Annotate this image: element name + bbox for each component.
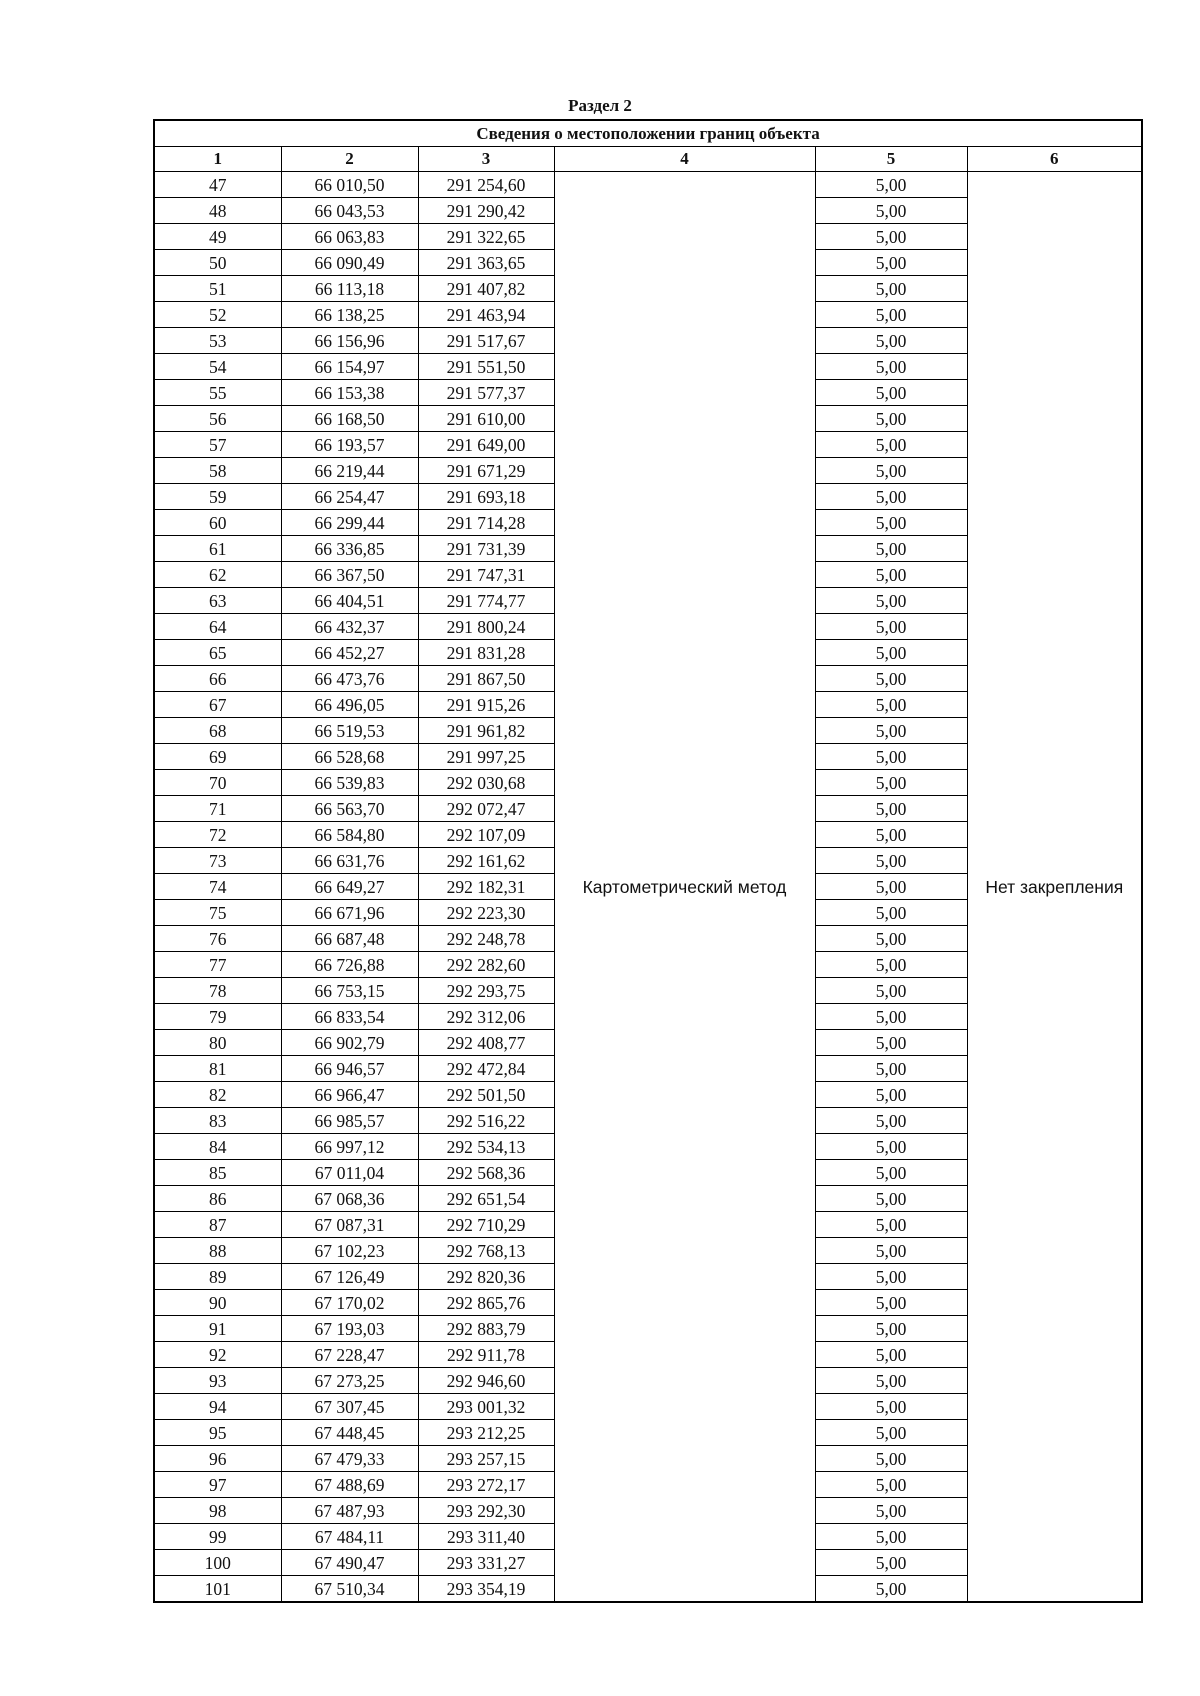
point-number-cell: 94 xyxy=(154,1394,281,1420)
point-number-cell: 92 xyxy=(154,1342,281,1368)
point-number-cell: 75 xyxy=(154,900,281,926)
point-number-cell: 77 xyxy=(154,952,281,978)
point-number-cell: 74 xyxy=(154,874,281,900)
point-number-cell: 73 xyxy=(154,848,281,874)
point-number-cell: 58 xyxy=(154,458,281,484)
x-coordinate-cell: 67 490,47 xyxy=(281,1550,418,1576)
x-coordinate-cell: 66 528,68 xyxy=(281,744,418,770)
y-coordinate-cell: 293 001,32 xyxy=(418,1394,554,1420)
point-number-cell: 50 xyxy=(154,250,281,276)
point-number-cell: 89 xyxy=(154,1264,281,1290)
x-coordinate-cell: 66 156,96 xyxy=(281,328,418,354)
y-coordinate-cell: 291 551,50 xyxy=(418,354,554,380)
x-coordinate-cell: 66 219,44 xyxy=(281,458,418,484)
point-number-cell: 56 xyxy=(154,406,281,432)
accuracy-cell: 5,00 xyxy=(815,1420,967,1446)
x-coordinate-cell: 66 519,53 xyxy=(281,718,418,744)
accuracy-cell: 5,00 xyxy=(815,250,967,276)
accuracy-cell: 5,00 xyxy=(815,692,967,718)
x-coordinate-cell: 66 193,57 xyxy=(281,432,418,458)
x-coordinate-cell: 66 833,54 xyxy=(281,1004,418,1030)
point-number-cell: 57 xyxy=(154,432,281,458)
point-number-cell: 69 xyxy=(154,744,281,770)
point-number-cell: 66 xyxy=(154,666,281,692)
accuracy-cell: 5,00 xyxy=(815,744,967,770)
accuracy-cell: 5,00 xyxy=(815,276,967,302)
y-coordinate-cell: 292 946,60 xyxy=(418,1368,554,1394)
point-number-cell: 85 xyxy=(154,1160,281,1186)
y-coordinate-cell: 293 292,30 xyxy=(418,1498,554,1524)
y-coordinate-cell: 291 649,00 xyxy=(418,432,554,458)
point-number-cell: 47 xyxy=(154,172,281,198)
y-coordinate-cell: 291 731,39 xyxy=(418,536,554,562)
x-coordinate-cell: 67 479,33 xyxy=(281,1446,418,1472)
x-coordinate-cell: 66 966,47 xyxy=(281,1082,418,1108)
point-number-cell: 95 xyxy=(154,1420,281,1446)
point-number-cell: 65 xyxy=(154,640,281,666)
y-coordinate-cell: 292 248,78 xyxy=(418,926,554,952)
x-coordinate-cell: 66 649,27 xyxy=(281,874,418,900)
y-coordinate-cell: 291 363,65 xyxy=(418,250,554,276)
x-coordinate-cell: 66 138,25 xyxy=(281,302,418,328)
point-number-cell: 62 xyxy=(154,562,281,588)
y-coordinate-cell: 293 257,15 xyxy=(418,1446,554,1472)
y-coordinate-cell: 291 961,82 xyxy=(418,718,554,744)
y-coordinate-cell: 292 182,31 xyxy=(418,874,554,900)
x-coordinate-cell: 67 193,03 xyxy=(281,1316,418,1342)
x-coordinate-cell: 67 273,25 xyxy=(281,1368,418,1394)
accuracy-cell: 5,00 xyxy=(815,302,967,328)
accuracy-cell: 5,00 xyxy=(815,328,967,354)
x-coordinate-cell: 66 496,05 xyxy=(281,692,418,718)
y-coordinate-cell: 291 997,25 xyxy=(418,744,554,770)
accuracy-cell: 5,00 xyxy=(815,1108,967,1134)
y-coordinate-cell: 291 322,65 xyxy=(418,224,554,250)
column-header-row xyxy=(154,147,1142,172)
x-coordinate-cell: 67 448,45 xyxy=(281,1420,418,1446)
y-coordinate-cell: 291 254,60 xyxy=(418,172,554,198)
column-header: 6 xyxy=(967,147,1142,172)
x-coordinate-cell: 66 154,97 xyxy=(281,354,418,380)
boundary-coordinates-table xyxy=(153,119,1143,1603)
point-number-cell: 60 xyxy=(154,510,281,536)
y-coordinate-cell: 291 463,94 xyxy=(418,302,554,328)
x-coordinate-cell: 66 726,88 xyxy=(281,952,418,978)
accuracy-cell: 5,00 xyxy=(815,614,967,640)
accuracy-cell: 5,00 xyxy=(815,1498,967,1524)
accuracy-cell: 5,00 xyxy=(815,770,967,796)
accuracy-cell: 5,00 xyxy=(815,1160,967,1186)
x-coordinate-cell: 66 336,85 xyxy=(281,536,418,562)
y-coordinate-cell: 292 820,36 xyxy=(418,1264,554,1290)
x-coordinate-cell: 66 043,53 xyxy=(281,198,418,224)
y-coordinate-cell: 292 911,78 xyxy=(418,1342,554,1368)
y-coordinate-cell: 291 747,31 xyxy=(418,562,554,588)
point-number-cell: 99 xyxy=(154,1524,281,1550)
point-number-cell: 91 xyxy=(154,1316,281,1342)
point-number-cell: 54 xyxy=(154,354,281,380)
point-number-cell: 70 xyxy=(154,770,281,796)
y-coordinate-cell: 291 693,18 xyxy=(418,484,554,510)
point-number-cell: 71 xyxy=(154,796,281,822)
y-coordinate-cell: 292 534,13 xyxy=(418,1134,554,1160)
x-coordinate-cell: 67 170,02 xyxy=(281,1290,418,1316)
accuracy-cell: 5,00 xyxy=(815,1394,967,1420)
accuracy-cell: 5,00 xyxy=(815,900,967,926)
point-number-cell: 82 xyxy=(154,1082,281,1108)
x-coordinate-cell: 66 473,76 xyxy=(281,666,418,692)
y-coordinate-cell: 291 407,82 xyxy=(418,276,554,302)
accuracy-cell: 5,00 xyxy=(815,1056,967,1082)
y-coordinate-cell: 292 030,68 xyxy=(418,770,554,796)
y-coordinate-cell: 291 774,77 xyxy=(418,588,554,614)
y-coordinate-cell: 291 867,50 xyxy=(418,666,554,692)
point-number-cell: 93 xyxy=(154,1368,281,1394)
point-number-cell: 90 xyxy=(154,1290,281,1316)
point-number-cell: 63 xyxy=(154,588,281,614)
x-coordinate-cell: 66 753,15 xyxy=(281,978,418,1004)
point-number-cell: 88 xyxy=(154,1238,281,1264)
accuracy-cell: 5,00 xyxy=(815,1524,967,1550)
point-number-cell: 67 xyxy=(154,692,281,718)
accuracy-cell: 5,00 xyxy=(815,172,967,198)
accuracy-cell: 5,00 xyxy=(815,1550,967,1576)
y-coordinate-cell: 292 072,47 xyxy=(418,796,554,822)
x-coordinate-cell: 66 584,80 xyxy=(281,822,418,848)
x-coordinate-cell: 66 687,48 xyxy=(281,926,418,952)
accuracy-cell: 5,00 xyxy=(815,1082,967,1108)
point-number-cell: 51 xyxy=(154,276,281,302)
point-number-cell: 49 xyxy=(154,224,281,250)
x-coordinate-cell: 67 102,23 xyxy=(281,1238,418,1264)
accuracy-cell: 5,00 xyxy=(815,640,967,666)
accuracy-cell: 5,00 xyxy=(815,1316,967,1342)
column-header: 3 xyxy=(418,147,554,172)
point-number-cell: 48 xyxy=(154,198,281,224)
x-coordinate-cell: 67 068,36 xyxy=(281,1186,418,1212)
accuracy-cell: 5,00 xyxy=(815,874,967,900)
accuracy-cell: 5,00 xyxy=(815,432,967,458)
point-number-cell: 86 xyxy=(154,1186,281,1212)
y-coordinate-cell: 292 107,09 xyxy=(418,822,554,848)
x-coordinate-cell: 66 299,44 xyxy=(281,510,418,536)
x-coordinate-cell: 66 997,12 xyxy=(281,1134,418,1160)
y-coordinate-cell: 292 223,30 xyxy=(418,900,554,926)
x-coordinate-cell: 66 946,57 xyxy=(281,1056,418,1082)
y-coordinate-cell: 291 831,28 xyxy=(418,640,554,666)
column-header: 1 xyxy=(154,147,281,172)
accuracy-cell: 5,00 xyxy=(815,510,967,536)
accuracy-cell: 5,00 xyxy=(815,562,967,588)
point-number-cell: 55 xyxy=(154,380,281,406)
point-number-cell: 64 xyxy=(154,614,281,640)
method-cell: Картометрический метод xyxy=(554,172,815,1603)
accuracy-cell: 5,00 xyxy=(815,796,967,822)
y-coordinate-cell: 292 161,62 xyxy=(418,848,554,874)
accuracy-cell: 5,00 xyxy=(815,1368,967,1394)
column-header: 4 xyxy=(554,147,815,172)
accuracy-cell: 5,00 xyxy=(815,848,967,874)
y-coordinate-cell: 292 768,13 xyxy=(418,1238,554,1264)
y-coordinate-cell: 291 800,24 xyxy=(418,614,554,640)
accuracy-cell: 5,00 xyxy=(815,484,967,510)
point-number-cell: 87 xyxy=(154,1212,281,1238)
accuracy-cell: 5,00 xyxy=(815,1238,967,1264)
accuracy-cell: 5,00 xyxy=(815,1446,967,1472)
accuracy-cell: 5,00 xyxy=(815,198,967,224)
accuracy-cell: 5,00 xyxy=(815,1264,967,1290)
x-coordinate-cell: 66 010,50 xyxy=(281,172,418,198)
point-number-cell: 59 xyxy=(154,484,281,510)
accuracy-cell: 5,00 xyxy=(815,1576,967,1603)
y-coordinate-cell: 292 293,75 xyxy=(418,978,554,1004)
x-coordinate-cell: 66 168,50 xyxy=(281,406,418,432)
y-coordinate-cell: 292 710,29 xyxy=(418,1212,554,1238)
accuracy-cell: 5,00 xyxy=(815,224,967,250)
accuracy-cell: 5,00 xyxy=(815,1004,967,1030)
x-coordinate-cell: 66 671,96 xyxy=(281,900,418,926)
y-coordinate-cell: 292 472,84 xyxy=(418,1056,554,1082)
accuracy-cell: 5,00 xyxy=(815,1472,967,1498)
accuracy-cell: 5,00 xyxy=(815,718,967,744)
y-coordinate-cell: 292 516,22 xyxy=(418,1108,554,1134)
accuracy-cell: 5,00 xyxy=(815,1290,967,1316)
x-coordinate-cell: 66 539,83 xyxy=(281,770,418,796)
point-number-cell: 96 xyxy=(154,1446,281,1472)
point-number-cell: 79 xyxy=(154,1004,281,1030)
y-coordinate-cell: 292 312,06 xyxy=(418,1004,554,1030)
x-coordinate-cell: 66 090,49 xyxy=(281,250,418,276)
accuracy-cell: 5,00 xyxy=(815,926,967,952)
column-header: 2 xyxy=(281,147,418,172)
point-number-cell: 52 xyxy=(154,302,281,328)
x-coordinate-cell: 67 126,49 xyxy=(281,1264,418,1290)
y-coordinate-cell: 291 671,29 xyxy=(418,458,554,484)
x-coordinate-cell: 66 452,27 xyxy=(281,640,418,666)
accuracy-cell: 5,00 xyxy=(815,380,967,406)
point-number-cell: 61 xyxy=(154,536,281,562)
table-caption: Сведения о местоположении границ объекта xyxy=(154,120,1142,147)
x-coordinate-cell: 66 254,47 xyxy=(281,484,418,510)
accuracy-cell: 5,00 xyxy=(815,1212,967,1238)
fixing-cell: Нет закрепления xyxy=(967,172,1142,1603)
x-coordinate-cell: 67 488,69 xyxy=(281,1472,418,1498)
point-number-cell: 83 xyxy=(154,1108,281,1134)
point-number-cell: 101 xyxy=(154,1576,281,1603)
accuracy-cell: 5,00 xyxy=(815,1134,967,1160)
point-number-cell: 76 xyxy=(154,926,281,952)
accuracy-cell: 5,00 xyxy=(815,1342,967,1368)
y-coordinate-cell: 293 272,17 xyxy=(418,1472,554,1498)
point-number-cell: 72 xyxy=(154,822,281,848)
accuracy-cell: 5,00 xyxy=(815,1186,967,1212)
x-coordinate-cell: 66 985,57 xyxy=(281,1108,418,1134)
point-number-cell: 78 xyxy=(154,978,281,1004)
y-coordinate-cell: 292 865,76 xyxy=(418,1290,554,1316)
x-coordinate-cell: 67 087,31 xyxy=(281,1212,418,1238)
point-number-cell: 84 xyxy=(154,1134,281,1160)
point-number-cell: 80 xyxy=(154,1030,281,1056)
x-coordinate-cell: 67 307,45 xyxy=(281,1394,418,1420)
x-coordinate-cell: 66 432,37 xyxy=(281,614,418,640)
x-coordinate-cell: 66 367,50 xyxy=(281,562,418,588)
accuracy-cell: 5,00 xyxy=(815,952,967,978)
y-coordinate-cell: 292 501,50 xyxy=(418,1082,554,1108)
accuracy-cell: 5,00 xyxy=(815,354,967,380)
y-coordinate-cell: 291 517,67 xyxy=(418,328,554,354)
table-row xyxy=(154,172,1142,198)
y-coordinate-cell: 292 282,60 xyxy=(418,952,554,978)
y-coordinate-cell: 292 408,77 xyxy=(418,1030,554,1056)
y-coordinate-cell: 291 290,42 xyxy=(418,198,554,224)
point-number-cell: 68 xyxy=(154,718,281,744)
point-number-cell: 98 xyxy=(154,1498,281,1524)
x-coordinate-cell: 67 510,34 xyxy=(281,1576,418,1603)
y-coordinate-cell: 293 311,40 xyxy=(418,1524,554,1550)
x-coordinate-cell: 66 063,83 xyxy=(281,224,418,250)
x-coordinate-cell: 66 113,18 xyxy=(281,276,418,302)
y-coordinate-cell: 292 883,79 xyxy=(418,1316,554,1342)
point-number-cell: 100 xyxy=(154,1550,281,1576)
x-coordinate-cell: 66 153,38 xyxy=(281,380,418,406)
x-coordinate-cell: 66 631,76 xyxy=(281,848,418,874)
x-coordinate-cell: 66 902,79 xyxy=(281,1030,418,1056)
accuracy-cell: 5,00 xyxy=(815,666,967,692)
x-coordinate-cell: 66 404,51 xyxy=(281,588,418,614)
x-coordinate-cell: 67 011,04 xyxy=(281,1160,418,1186)
y-coordinate-cell: 292 568,36 xyxy=(418,1160,554,1186)
point-number-cell: 53 xyxy=(154,328,281,354)
point-number-cell: 81 xyxy=(154,1056,281,1082)
x-coordinate-cell: 67 484,11 xyxy=(281,1524,418,1550)
y-coordinate-cell: 292 651,54 xyxy=(418,1186,554,1212)
y-coordinate-cell: 293 354,19 xyxy=(418,1576,554,1603)
accuracy-cell: 5,00 xyxy=(815,1030,967,1056)
point-number-cell: 97 xyxy=(154,1472,281,1498)
y-coordinate-cell: 291 577,37 xyxy=(418,380,554,406)
y-coordinate-cell: 291 714,28 xyxy=(418,510,554,536)
accuracy-cell: 5,00 xyxy=(815,822,967,848)
accuracy-cell: 5,00 xyxy=(815,978,967,1004)
accuracy-cell: 5,00 xyxy=(815,536,967,562)
y-coordinate-cell: 291 915,26 xyxy=(418,692,554,718)
x-coordinate-cell: 67 228,47 xyxy=(281,1342,418,1368)
accuracy-cell: 5,00 xyxy=(815,588,967,614)
accuracy-cell: 5,00 xyxy=(815,458,967,484)
x-coordinate-cell: 67 487,93 xyxy=(281,1498,418,1524)
x-coordinate-cell: 66 563,70 xyxy=(281,796,418,822)
y-coordinate-cell: 293 331,27 xyxy=(418,1550,554,1576)
y-coordinate-cell: 293 212,25 xyxy=(418,1420,554,1446)
y-coordinate-cell: 291 610,00 xyxy=(418,406,554,432)
accuracy-cell: 5,00 xyxy=(815,406,967,432)
section-title: Раздел 2 xyxy=(568,96,632,115)
column-header: 5 xyxy=(815,147,967,172)
